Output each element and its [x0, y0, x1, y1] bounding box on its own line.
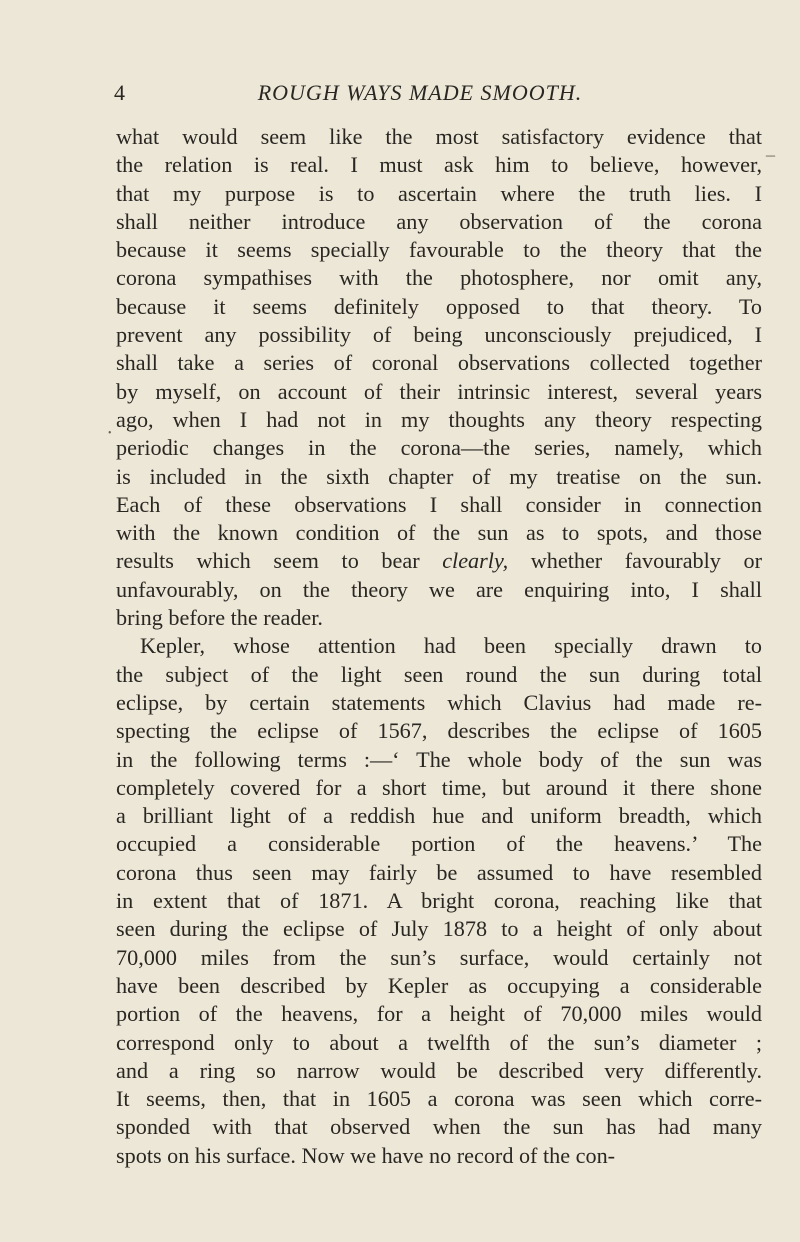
text-line: sponded with that observed when the sun has had many — [116, 1114, 762, 1140]
text-line: that my purpose is to ascertain where the truth lies. I — [116, 180, 762, 206]
text-line: a brilliant light of a reddish hue and uniform breadth, which — [116, 803, 762, 829]
text-line: portion of the heavens, for a height of 70,000 miles would — [116, 1001, 762, 1027]
running-title: ROUGH WAYS MADE SMOOTH. — [257, 80, 583, 105]
text-line: in the following terms :—‘ The whole body of the sun was — [116, 746, 762, 772]
text-line: by myself, on account of their intrinsic interest, several years — [116, 378, 762, 404]
text-line: have been described by Kepler as occupying a considerable — [116, 972, 762, 998]
text-line: is included in the sixth chapter of my treatise on the sun. — [116, 463, 762, 489]
text-line: in extent that of 1871. A bright corona, reaching like that — [116, 888, 762, 914]
text-line: 70,000 miles from the sun’s surface, would certainly not — [116, 944, 762, 970]
text-line: eclipse, by certain statements which Clavius had made re- — [116, 689, 762, 715]
text-line: prevent any possibility of being unconsciously prejudiced, I — [116, 322, 762, 348]
text-line: Kepler, whose attention had been specially drawn to — [140, 633, 762, 659]
text-line: correspond only to about a twelfth of the sun’s diameter ; — [116, 1029, 762, 1055]
text-line: periodic changes in the corona—the series, namely, which — [116, 435, 762, 461]
text-line: what would seem like the most satisfactory evidence that — [116, 124, 762, 149]
text-line: and a ring so narrow would be described very differently. — [116, 1057, 762, 1083]
text-line: It seems, then, that in 1605 a corona was seen which corre- — [116, 1086, 762, 1112]
text-line: seen during the eclipse of July 1878 to a height of only about — [116, 916, 762, 942]
paragraph — [116, 632, 762, 1170]
text-line: Each of these observations I shall consider in connection — [116, 491, 762, 517]
text-line: unfavourably, on the theory we are enquiring into, I shall — [116, 576, 762, 602]
text-line: ago, when I had not in my thoughts any theory respecting — [116, 406, 762, 432]
body-text — [116, 123, 762, 1170]
page-number: 4 — [114, 80, 125, 105]
text-line: because it seems definitely opposed to that theory. To — [116, 293, 762, 319]
page-header — [80, 80, 760, 120]
text-line: corona sympathises with the photosphere, nor omit any, — [116, 265, 762, 291]
text-line: the subject of the light seen round the sun during total — [116, 661, 762, 687]
text-line: the relation is real. I must ask him to believe, however, — [116, 152, 762, 178]
text-line: corona thus seen may fairly be assumed to have resembled — [116, 859, 762, 885]
text-line: because it seems specially favourable to the theory that the — [116, 237, 762, 263]
text-line: bring before the reader. — [116, 605, 323, 631]
text-line: shall neither introduce any observation of the corona — [116, 208, 762, 234]
text-line: spots on his surface. Now we have no record of the con- — [116, 1142, 616, 1168]
margin-mark: _ — [766, 138, 775, 158]
text-line: with the known condition of the sun as to spots, and those — [116, 520, 762, 546]
text-line: completely covered for a short time, but around it there shone — [116, 774, 762, 800]
margin-bullet: • — [108, 428, 112, 439]
paragraph — [116, 123, 762, 632]
text-line: results which seem to bear clearly, whether favourably or — [116, 548, 762, 574]
text-line: shall take a series of coronal observations collected together — [116, 350, 762, 376]
text-line: specting the eclipse of 1567, describes the eclipse of 1605 — [116, 718, 762, 744]
text-line: occupied a considerable portion of the heavens.’ The — [116, 831, 762, 857]
